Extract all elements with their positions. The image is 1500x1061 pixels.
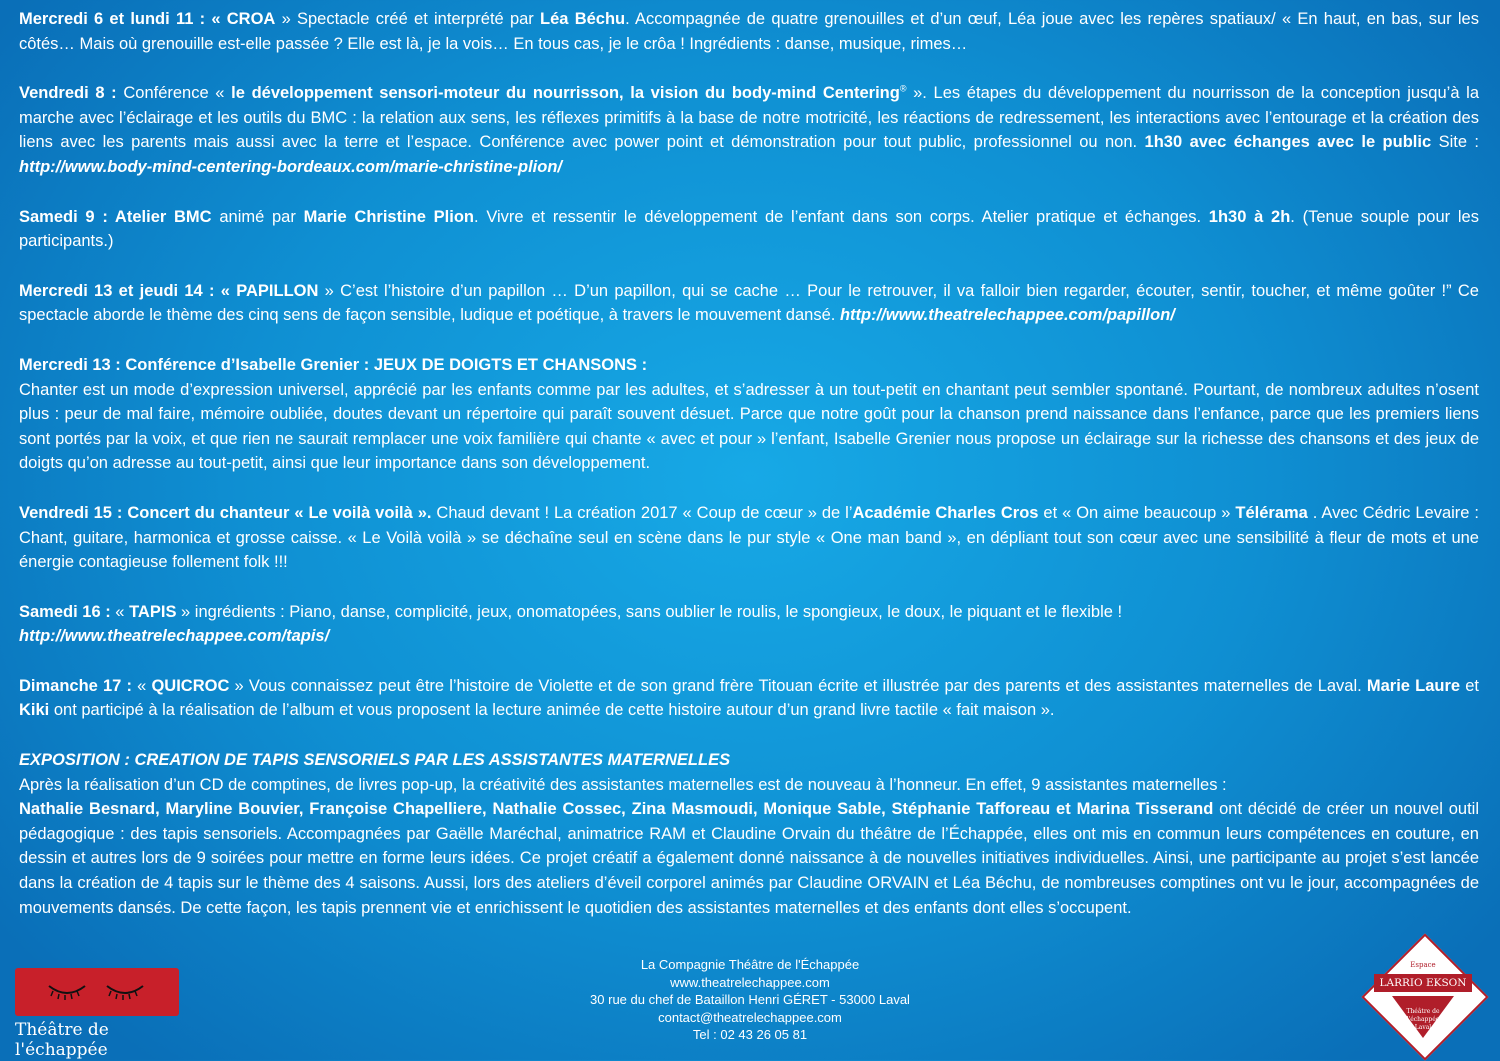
event-program bbox=[19, 7, 1479, 920]
text: . Avec Cédric Levaire : Chant, guitare, harmonica et grosse caisse. « Le Voilà voilà » se déchaîne seul en scène dans le pur style « One man band », en dépliant tout son cœur avec une sensibilité à fleur de mots et une énergie contagieuse follement folk !!! bbox=[19, 503, 1479, 572]
magazine-name: Télérama bbox=[1235, 503, 1308, 522]
performer-name: Léa Béchu bbox=[540, 10, 626, 28]
logo-wordmark: Théâtre de l'échappée bbox=[15, 1020, 109, 1060]
text: Conférence « bbox=[116, 84, 232, 103]
event-tapis bbox=[19, 600, 1479, 649]
espace-larrio-ekson-logo bbox=[1362, 934, 1484, 1056]
logo-caption-city: Laval bbox=[1414, 1024, 1432, 1031]
event-jeux-de-doigts bbox=[19, 353, 1479, 476]
website-link[interactable]: www.theatrelechappee.com bbox=[670, 974, 830, 990]
text: ». Les étapes du développement du nourrisson de la conception jusqu’à la marche avec l’éclairage et les outils du BMC : la relation aux sens, les réflexes primitifs à la base de notre motricité, les réactions de redressement, les interactions avec l’entourage et la création des liens avec les parents mais aussi avec la terre et l’espace. Conférence avec power point et démonstration pour tout public, professionnel ou non. bbox=[19, 84, 1479, 152]
event-date-title: Samedi 9 : Atelier BMC bbox=[19, 207, 212, 226]
event-date-title: Vendredi 8 : bbox=[19, 84, 117, 103]
text: Chaud devant ! La création 2017 « Coup de cœur » de l’ bbox=[431, 503, 853, 522]
phone-number: Tel : 02 43 26 05 81 bbox=[692, 1027, 808, 1043]
show-name: QUICROC bbox=[151, 676, 230, 695]
participant-name: Marie Laure bbox=[1366, 676, 1461, 695]
event-conference-bmc bbox=[19, 81, 1479, 179]
company-name: La Compagnie Théâtre de l'Échappée bbox=[640, 957, 860, 972]
participant-name: Kiki bbox=[19, 701, 50, 720]
duration: 1h30 à 2h bbox=[1208, 207, 1291, 226]
event-concert bbox=[19, 501, 1479, 575]
host-name: Marie Christine Plion bbox=[303, 207, 474, 226]
exposition-title: EXPOSITION : CREATION DE TAPIS SENSORIELS PAR LES ASSISTANTES MATERNELLES bbox=[19, 751, 731, 770]
conference-title: le développement sensori-moteur du nourrisson, la vision du body-mind Centering bbox=[231, 84, 900, 103]
text: » Spectacle créé et interprété par bbox=[275, 10, 541, 28]
event-atelier-bmc bbox=[19, 205, 1479, 254]
registered-mark: ® bbox=[899, 83, 907, 94]
text: . Vivre et ressentir le développement de l’enfant dans son corps. Atelier pratique et échanges. bbox=[474, 207, 1209, 226]
logo-espace-label: Espace bbox=[1410, 961, 1436, 969]
show-name: TAPIS bbox=[129, 602, 177, 621]
text: « bbox=[132, 676, 152, 695]
event-quicroc bbox=[19, 674, 1479, 723]
theatre-echappee-logo bbox=[15, 968, 185, 1060]
event-date-title: Mercredi 6 et lundi 11 : « CROA bbox=[19, 10, 276, 28]
event-date-title: Samedi 16 : bbox=[19, 602, 111, 621]
text: . Accompagnée de quatre grenouilles et d’un œuf, Léa joue avec les repères spatiaux/ « En haut, en bas, sur les côtés… Mais où grenouille est-elle passée ? Elle est là, je la vois… En tous cas, je le crôa ! Ingrédients : danse, musique, rimes… bbox=[19, 10, 1479, 53]
logo-venue-name: LARRIO EKSON bbox=[1374, 974, 1472, 992]
duration: 1h30 avec échanges avec le public bbox=[1144, 133, 1432, 152]
text: » C’est l’histoire d’un papillon … D’un papillon, qui se cache … Pour le retrouver, il va falloir bien regarder, écouter, sentir, toucher, et même goûter !” Ce spectacle aborde le thème des cinq sens de façon sensible, ludique et poétique, à travers le mouvement dansé. bbox=[19, 281, 1479, 325]
email-link[interactable]: contact@theatrelechappee.com bbox=[658, 1009, 842, 1025]
participants-list: Nathalie Besnard, Maryline Bouvier, Françoise Chapelliere, Nathalie Cossec, Zina Masmoudi, Monique Sable, Stéphanie Tafforeau et Marina Tisserand bbox=[19, 800, 1214, 819]
event-date-title: Mercredi 13 : Conférence d’Isabelle Grenier : JEUX DE DOIGTS ET CHANSONS : bbox=[19, 355, 648, 374]
event-date-title: Mercredi 13 et jeudi 14 : « PAPILLON bbox=[19, 281, 319, 300]
text: » ingrédients : Piano, danse, complicité, jeux, onomatopées, sans oublier le roulis, le spongieux, le doux, le piquant et le flexible ! bbox=[176, 602, 1123, 621]
text: . (Tenue souple pour les participants.) bbox=[19, 207, 1479, 251]
award-name: Académie Charles Cros bbox=[852, 503, 1039, 522]
website-link[interactable]: http://www.theatrelechappee.com/papillon/ bbox=[839, 306, 1175, 325]
logo-red-panel bbox=[15, 968, 179, 1016]
text: » Vous connaissez peut être l’histoire de Violette et de son grand frère Titouan écrite et illustrée par des parents et des assistantes maternelles de Laval. bbox=[229, 676, 1367, 695]
logo-caption-line: Théâtre de l'échappée bbox=[1406, 1008, 1440, 1023]
event-papillon bbox=[19, 279, 1479, 328]
footer-contact bbox=[540, 956, 960, 1044]
logo-caption bbox=[1396, 1008, 1450, 1032]
website-link[interactable]: http://www.body-mind-centering-bordeaux.com/marie-christine-plion/ bbox=[19, 157, 563, 176]
event-date-title: Dimanche 17 : bbox=[19, 676, 132, 695]
text: et « On aime beaucoup » bbox=[1038, 503, 1236, 522]
text: animé par bbox=[211, 207, 304, 226]
text: Site : bbox=[1431, 133, 1480, 152]
text: Après la réalisation d’un CD de comptines, de livres pop-up, la créativité des assistantes maternelles est de nouveau à l’honneur. En effet, 9 assistantes maternelles : bbox=[19, 775, 1227, 794]
text: ont décidé de créer un nouvel outil pédagogique : des tapis sensoriels. Accompagnées par Gaëlle Maréchal, animatrice RAM et Claudine Orvain du théâtre de l’Échappée, elles ont mis en commun leurs compétences en couture, en dessin et autres lors de 9 soirées pour mettre en forme leurs idées. Ce projet créatif a également donné naissance à de nouvelles initiatives individuelles. Ainsi, une participante au projet s’est lancée dans la création de 4 tapis sur le thème des 4 saisons. Aussi, lors des ateliers d’éveil corporel animés par Claudine ORVAIN et Léa Béchu, de nombreuses comptines ont vu le jour, accompagnées de mouvements dansés. De cette façon, les tapis prennent vie et enrichissent le quotidien des assistantes maternelles et des enfants dont elles s’occupent. bbox=[19, 800, 1479, 917]
text: ont participé à la réalisation de l’album et vous proposent la lecture animée de cette histoire autour d’un grand livre tactile « fait maison ». bbox=[49, 701, 1055, 720]
event-date-title: Vendredi 15 : Concert du chanteur « Le voilà voilà ». bbox=[19, 503, 432, 522]
address: 30 rue du chef de Bataillon Henri GÉRET - 53000 Laval bbox=[590, 992, 910, 1008]
text: Chanter est un mode d’expression universel, apprécié par les enfants comme par les adultes, et s’adresser à un tout-petit en chantant peut sembler spontané. Pourtant, de nombreux adultes n’osent plus : peur de mal faire, mémoire oubliée, doutes devant un répertoire qui paraît souvent désuet. Parce que notre goût pour la chanson prend naissance dans l’enfance, parce que les premiers liens sont portés par la voix, et que rien ne saurait remplacer une voix familière qui chante « avec et pour » l’enfant, Isabelle Grenier nous propose un éclairage sur la richesse des chansons et des jeux de doigts qu’on adresse au tout-petit, ainsi que leur importance dans son développement. bbox=[19, 380, 1479, 473]
text: « bbox=[110, 602, 130, 621]
exposition-section bbox=[19, 748, 1479, 920]
event-croa bbox=[19, 7, 1479, 56]
text: et bbox=[1460, 676, 1479, 695]
closed-eyes-icon bbox=[45, 978, 149, 1006]
website-link[interactable]: http://www.theatrelechappee.com/tapis/ bbox=[19, 627, 330, 646]
